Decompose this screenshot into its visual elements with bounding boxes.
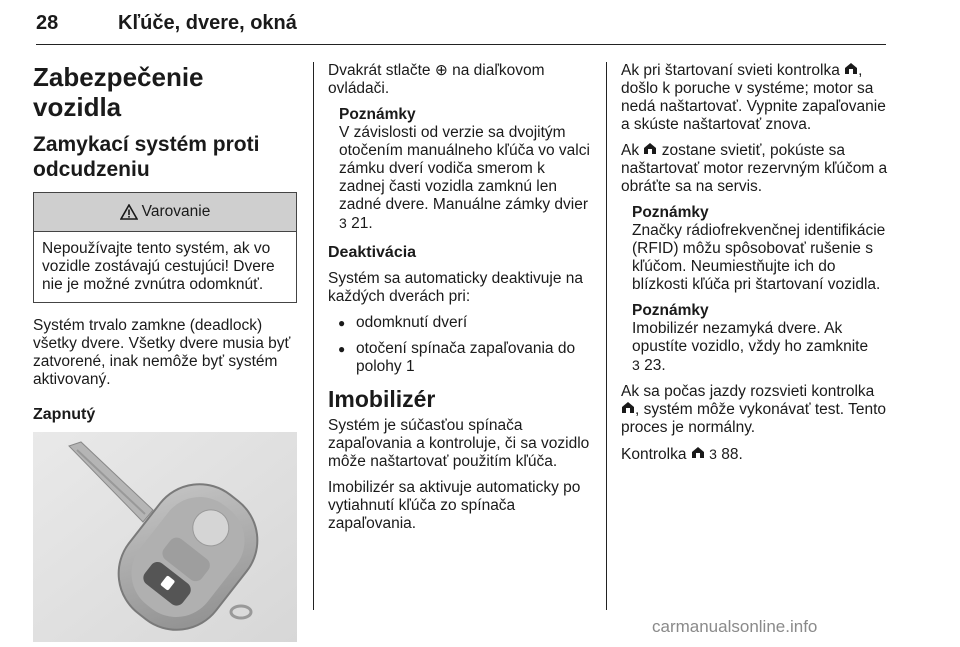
- paragraph: Imobilizér sa aktivuje automaticky po vytiahnutí kľúča zo spínača zapaľovania.: [328, 479, 581, 532]
- subsection-heading-immobilizer: Imobilizér: [328, 386, 436, 412]
- note-box: [621, 302, 889, 375]
- immobilizer-warning-icon: [844, 62, 858, 75]
- note-box: [328, 106, 593, 233]
- note-text: Imobilizér nezamyká dvere. Ak opustíte vozidlo, vždy ho zamknite 3 23.: [632, 320, 869, 374]
- page-reference-icon: 3: [709, 446, 717, 462]
- warning-box: [33, 192, 297, 303]
- warning-text: Nepoužívajte tento systém, ak vo vozidle zostávajú cestujúci! Dvere nie je možné zvnútra odomknúť.: [42, 240, 275, 293]
- subsection-heading: Zamykací systém proti odcudzeniu: [33, 133, 260, 181]
- subheading-deactivation: Deaktivácia: [328, 244, 417, 261]
- section-heading: Zabezpečenie vozidla: [33, 62, 204, 122]
- paragraph: Systém trvalo zamkne (deadlock) všetky dvere. Všetky dvere musia byť zatvorené, inak nemôže byť systém aktivovaný.: [33, 317, 291, 388]
- note-title: Poznámky: [339, 106, 416, 123]
- subheading-on: Zapnutý: [33, 406, 96, 423]
- immobilizer-warning-icon: [691, 446, 705, 459]
- page-reference-icon: 3: [339, 215, 347, 231]
- paragraph: Ak pri štartovaní svieti kontrolka , došlo k poruche v systéme; motor sa nedá naštartovať. Vypnite zapaľovanie a skúste naštartovať znova.: [621, 62, 886, 133]
- list-item: ● odomknutí dverí: [328, 314, 593, 332]
- column-divider: [606, 62, 607, 610]
- lock-button-icon: ⊕: [434, 62, 448, 79]
- note-text: V závislosti od verzie sa dvojitým otočením manuálneho kľúča vo valci zámku dverí vodiča smerom k zadnej časti vozidla zamknú len zadné dvere. Manuálne zámky dvier 3 21.: [339, 124, 590, 232]
- note-title: Poznámky: [632, 204, 709, 221]
- paragraph: Systém sa automaticky deaktivuje na každých dverách pri:: [328, 270, 584, 305]
- paragraph: Ak sa počas jazdy rozsvieti kontrolka , systém môže vykonávať test. Tento proces je normálny.: [621, 383, 887, 436]
- chapter-title: Kľúče, dvere, okná: [118, 12, 297, 34]
- column-3: [621, 62, 889, 472]
- warning-triangle-icon: [120, 204, 138, 220]
- column-divider: [313, 62, 314, 610]
- note-title: Poznámky: [632, 302, 709, 319]
- watermark: carmanualsonline.info: [652, 617, 818, 636]
- paragraph: Kontrolka 3 88.: [621, 446, 743, 463]
- paragraph: Dvakrát stlačte ⊕ na diaľkovom ovládači.: [328, 62, 545, 97]
- paragraph: Ak zostane svietiť, pokúste sa naštartovať motor rezervným kľúčom a obráťte sa na servis.: [621, 142, 888, 195]
- note-box: [621, 204, 889, 294]
- note-text: Značky rádiofrekvenčnej identifikácie (RFID) môžu spôsobovať rušenie s kľúčom. Neumiestňujte ich do blízkosti kľúča pri štartovaní vozidla.: [632, 222, 886, 293]
- list-item: ● otočení spínača zapaľovania do polohy 1: [328, 340, 593, 376]
- column-2: [328, 62, 593, 541]
- page-number: 28: [36, 12, 59, 34]
- column-1: [33, 62, 297, 642]
- warning-title: Varovanie: [141, 203, 211, 220]
- bullet-list: [328, 314, 593, 376]
- paragraph: Systém je súčasťou spínača zapaľovania a kontroluje, či sa vozidlo môže naštartovať použitím kľúča.: [328, 417, 590, 470]
- immobilizer-warning-icon: [621, 401, 635, 414]
- warning-header: [34, 193, 296, 232]
- immobilizer-warning-icon: [643, 142, 657, 155]
- key-fob-illustration: [33, 432, 297, 642]
- page-reference-icon: 3: [632, 357, 640, 373]
- page-header: [36, 6, 886, 45]
